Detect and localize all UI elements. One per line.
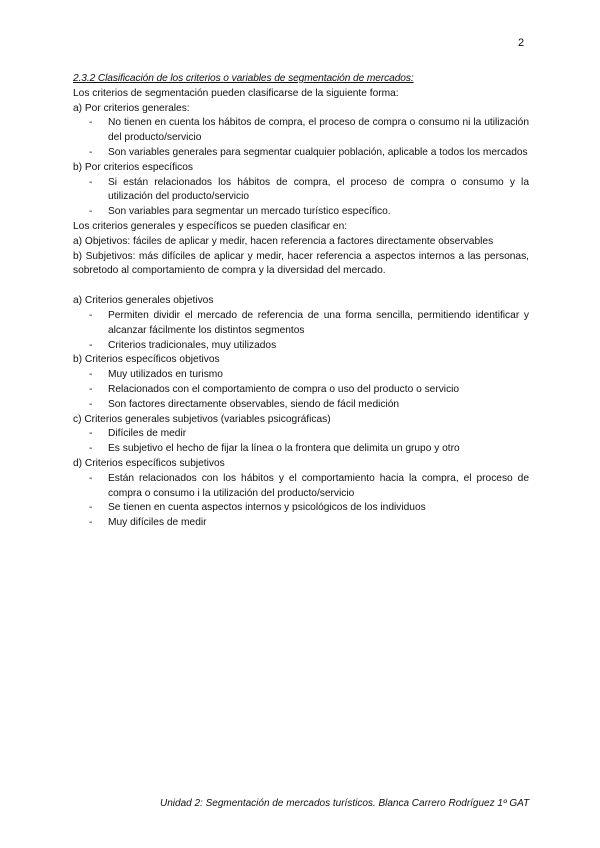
specific-criteria-list [73,176,529,220]
section-b-title: b) Criterios específicos objetivos [73,354,220,366]
subjective-definition: b) Subjetivos: más difíciles de aplicar y medir, hacer referencia a aspectos internos a las personas, sobretodo al comportamiento de compra y la diversidad del mercado. [73,250,529,277]
document-body [73,72,529,531]
list-item: - Si están relacionados los hábitos de compra, el proceso de compra o consumo y la utilización del producto/servicio [73,176,529,206]
general-criteria-title: a) Por criterios generales: [73,102,190,114]
page-number: 2 [518,37,525,49]
list-item: - Muy difíciles de medir [73,516,529,531]
section-a-title: a) Criterios generales objetivos [73,295,214,307]
list-item: - Difíciles de medir [73,427,529,442]
section-a-list [73,309,529,353]
objective-definition: a) Objetivos: fáciles de aplicar y medir, hacen referencia a factores directamente observables [73,235,494,247]
list-item: - Muy utilizados en turismo [73,368,529,383]
page-footer: Unidad 2: Segmentación de mercados turísticos. Blanca Carrero Rodríguez 1º GAT [160,798,530,809]
list-item: - Son variables generales para segmentar cualquier población, aplicable a todos los mercados [73,146,529,161]
list-item: - Criterios tradicionales, muy utilizados [73,339,529,354]
section-b-list [73,368,529,412]
section-c-title: c) Criterios generales subjetivos (variables psicográficas) [73,413,331,425]
list-item: - Es subjetivo el hecho de fijar la línea o la frontera que delimita un grupo y otro [73,442,529,457]
general-criteria-list [73,116,529,160]
list-item: - Se tienen en cuenta aspectos internos y psicológicos de los individuos [73,501,529,516]
classify-intro: Los criterios generales y específicos se pueden clasificar en: [73,220,348,232]
blank-line [73,279,529,294]
section-d-title: d) Criterios específicos subjetivos [73,457,225,469]
list-item: - Son variables para segmentar un mercado turístico específico. [73,205,529,220]
list-item: - No tienen en cuenta los hábitos de compra, el proceso de compra o consumo ni la utilización del producto/servicio [73,116,529,146]
section-d-list [73,472,529,531]
section-c-list [73,427,529,457]
section-heading: 2.3.2 Clasificación de los criterios o variables de segmentación de mercados: [73,73,414,84]
specific-criteria-title: b) Por criterios específicos [73,161,194,173]
list-item: - Relacionados con el comportamiento de compra o uso del producto o servicio [73,383,529,398]
list-item: - Están relacionados con los hábitos y el comportamiento hacia la compra, el proceso de compra o consumo i la utilización del producto/servicio [73,472,529,502]
list-item: - Son factores directamente observables, siendo de fácil medición [73,398,529,413]
intro-text: Los criterios de segmentación pueden clasificarse de la siguiente forma: [73,87,399,99]
list-item: - Permiten dividir el mercado de referencia de una forma sencilla, permitiendo identificar y alcanzar fácilmente los distintos segmentos [73,309,529,339]
